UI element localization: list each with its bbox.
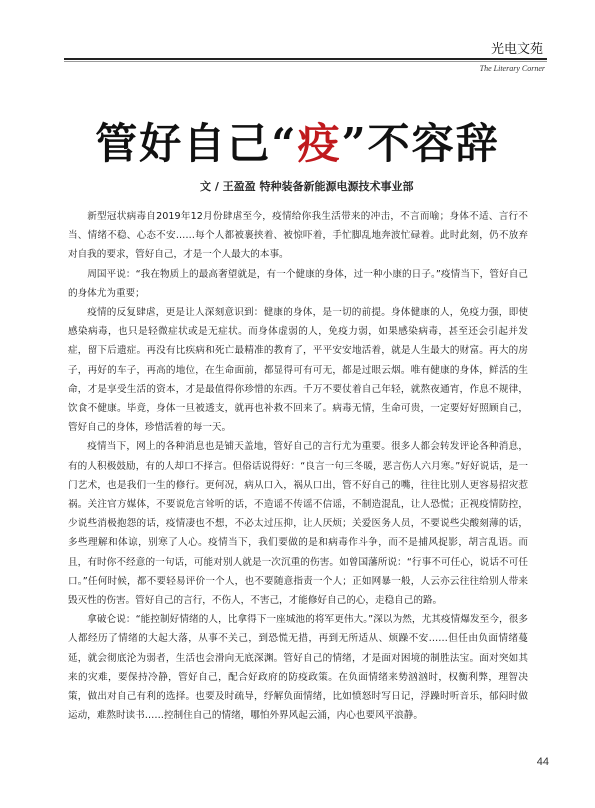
title-prefix: 管好自己 [95, 119, 272, 168]
paragraph-2: 周国平说：“我在物质上的最高奢望就是，有一个健康的身体，过一种小康的日子。”疫情当下，管好自己的身体尤为重要； [68, 268, 528, 299]
header-rule-thin [64, 61, 547, 62]
header-rule [64, 58, 547, 60]
title-suffix: 不容辞 [367, 119, 500, 168]
section-name: 光电文苑 [490, 42, 543, 57]
title-close-quote: ” [341, 119, 368, 168]
paragraph-3: 疫情的反复肆虐，更是让人深刻意识到：健康的身体，是一切的前提。身体健康的人，免疫力强，即使感染病毒，也只是轻微症状或是无症状。而身体虚弱的人，免疫力弱，如果感染病毒，甚至还会引起并发症，留下后遗症。再没有比疾病和死亡最精准的教育了，平平安安地活着，就是人生最大的财富。再大的房子，再好的车子，再高的地位，在生命面前，都显得可有可无，都是过眼云烟。唯有健康的身体，鲜活的生命，才是享受生活的资本，才是最值得你珍惜的东西。千万不要仗着自己年轻，就熬夜通宵，作息不规律，饮食不健康。毕竟，身体一旦被透支，就再也补救不回来了。病毒无情，生命可贵，一定要好好照顾自己，管好自己的身体，珍惜活着的每一天。 [68, 307, 528, 434]
article-body [68, 207, 528, 725]
byline: 文 / 王盈盈 特种装备新能源电源技术事业部 [200, 180, 414, 193]
page-number: 44 [536, 756, 549, 768]
paragraph-5: 拿破仑说：“能控制好情绪的人，比拿得下一座城池的将军更伟大。”深以为然，尤其疫情爆发至今，很多人都经历了情绪的大起大落，从事不关己，到恐慌无措，再到无所适从、烦躁不安……但任由负面情绪蔓延，就会彻底沦为弱者，生活也会滑向无底深渊。管好自己的情绪，才是面对困境的制胜法宝。面对突如其来的灾难，要保持冷静，管好自己，配合好政府的防疫政策。在负面情绪来势汹汹时，权衡利弊，理智决策，做出对自己有利的选择。也要及时疏导，纾解负面情绪，比如愤怒时写日记，浮躁时听音乐，郁闷时做运动，难熬时读书……控制住自己的情绪，哪怕外界风起云涌，内心也要风平浪静。 [68, 614, 528, 722]
paragraph-1: 新型冠状病毒自2019年12月份肆虐至今，疫情给你我生活带来的冲击，不言而喻；身体不适、言行不当、情绪不稳、心态不安……每个人都被裹挟着、被惊吓着，手忙脚乱地奔波忙碌着。此时此刻，仍不放弃对自我的要求，管好自己，才是一个人最大的本事。 [68, 211, 528, 261]
title-highlight: 疫 [297, 119, 342, 168]
section-name-english: The Literary Corner [479, 64, 545, 73]
article-title [0, 118, 595, 170]
title-open-quote: “ [271, 119, 298, 168]
paragraph-4: 疫情当下，网上的各种消息也是铺天盖地，管好自己的言行尤为重要。很多人都会转发评论各种消息，有的人积极鼓励，有的人却口不择言。但俗话说得好：“良言一句三冬暖，恶言伤人六月寒。”好好说话，是一门艺术，也是我们一生的修行。更何况，病从口入，祸从口出，管不好自己的嘴，往往比别人更容易招灾惹祸。关注官方媒体，不要说危言耸听的话，不造谣不传谣不信谣，不制造混乱，让人恐慌；正视疫情防控，少说些消极抱怨的话，疫情凄也不想，不必太过压抑，让人厌烦；关爱医务人员，不要说些尖酸刻薄的话，多些理解和体谅，别寒了人心。疫情当下，我们要做的是和病毒作斗争，而不是捕风捉影，胡言乱语。而且，有时你不经意的一句话，可能对别人就是一次沉重的伤害。如曾国藩所说：“行事不可任心，说话不可任口。”任何时候，都不要轻易评价一个人，也不要随意指责一个人；正如网暴一般，人云亦云往往给别人带来毁灭性的伤害。管好自己的言行，不伤人，不害己，才能修好自己的心，走稳自己的路。 [68, 441, 529, 607]
